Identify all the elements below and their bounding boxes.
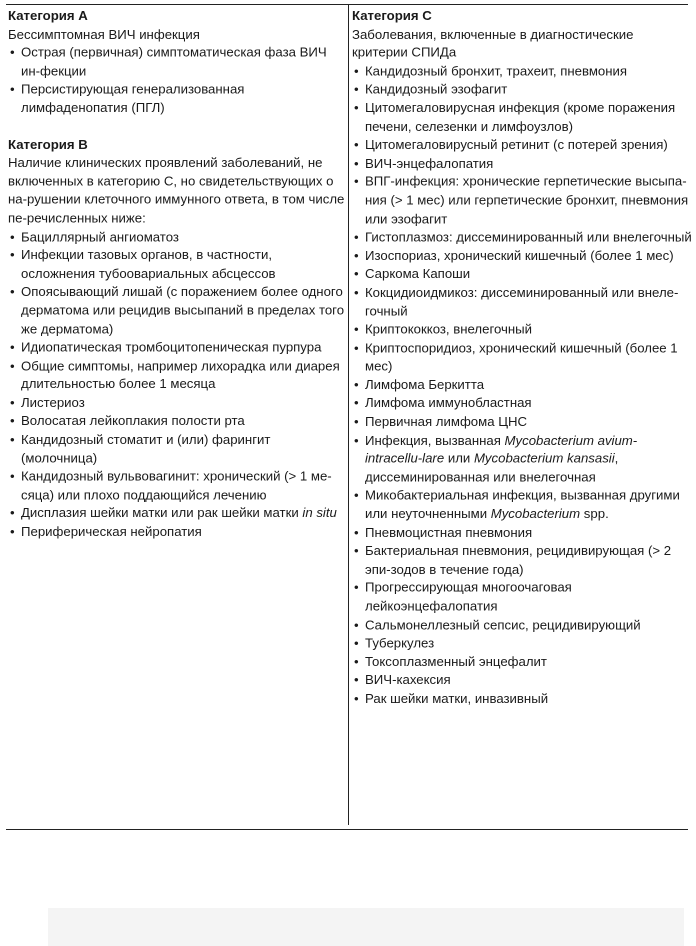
category-b-list bbox=[8, 228, 346, 542]
list-item: • Листериоз bbox=[8, 394, 346, 412]
column-right bbox=[348, 5, 692, 825]
list-item: • Токсоплазменный энцефалит bbox=[352, 653, 692, 671]
category-b-title: Категория В bbox=[8, 136, 88, 152]
list-item: • Кандидозный вульвовагинит: хронический (> 1 ме-сяца) или плохо поддающийся лечению bbox=[8, 468, 346, 505]
list-item: • Лимфома иммунобластная bbox=[352, 395, 692, 413]
list-item: • Опоясывающий лишай (с поражением более одного дерматома или рецидив высыпаний в пределах того же дерматома) bbox=[8, 283, 346, 338]
list-item: • ВИЧ-энцефалопатия bbox=[352, 155, 692, 173]
list-item: • Персистирующая генерализованная лимфаденопатия (ПГЛ) bbox=[8, 81, 346, 118]
list-item: • Общие симптомы, например лихорадка или диарея длительностью более 1 месяца bbox=[8, 357, 346, 394]
category-b-intro: Наличие клинических проявлений заболеваний, не включенных в категорию С, но свидетельствующих о на-рушении клеточного иммунного ответа, в том числе пе-речисленных ниже: bbox=[8, 155, 345, 226]
category-c-list bbox=[352, 62, 692, 708]
list-item: • Криптоспоридиоз, хронический кишечный (более 1 мес) bbox=[352, 339, 692, 376]
list-item: • Туберкулез bbox=[352, 635, 692, 653]
list-item: • Микобактериальная инфекция, вызванная другими или неуточненными Mycobacterium spp. bbox=[352, 487, 692, 524]
list-item: • Волосатая лейкоплакия полости рта bbox=[8, 412, 346, 430]
list-item: • Кандидозный бронхит, трахеит, пневмония bbox=[352, 62, 692, 80]
list-item: • Пневмоцистная пневмония bbox=[352, 524, 692, 542]
list-item: • Первичная лимфома ЦНС bbox=[352, 413, 692, 431]
list-item: • Инфекции тазовых органов, в частности, осложнения тубоовариальных абсцессов bbox=[8, 246, 346, 283]
list-item: • Сальмонеллезный сепсис, рецидивирующий bbox=[352, 616, 692, 634]
list-item: • Криптококкоз, внелегочный bbox=[352, 321, 692, 339]
list-item: • Кандидозный эзофагит bbox=[352, 81, 692, 99]
list-item: • Прогрессирующая многоочаговая лейкоэнцефалопатия bbox=[352, 579, 692, 616]
list-item: • Лимфома Беркитта bbox=[352, 376, 692, 394]
list-item: • Кандидозный стоматит и (или) фарингит (молочница) bbox=[8, 431, 346, 468]
category-a-title: Категория А bbox=[8, 7, 88, 23]
spacer bbox=[8, 118, 346, 136]
list-item: • Рак шейки матки, инвазивный bbox=[352, 690, 692, 708]
list-item: • Бактериальная пневмония, рецидивирующая (> 2 эпи-зодов в течение года) bbox=[352, 542, 692, 579]
category-a-subtitle: Бессимптомная ВИЧ инфекция bbox=[8, 26, 200, 42]
category-c-intro: Заболевания, включенные в диагностические критерии СПИДа bbox=[352, 26, 634, 60]
list-item: • ВИЧ-кахексия bbox=[352, 671, 692, 689]
list-item: • Цитомегаловирусная инфекция (кроме поражения печени, селезенки и лимфоузлов) bbox=[352, 99, 692, 136]
list-item: • Периферическая нейропатия bbox=[8, 523, 346, 541]
column-left bbox=[6, 5, 346, 825]
category-a-list bbox=[8, 44, 346, 118]
list-item: • ВПГ-инфекция: хронические герпетические высыпа-ния (> 1 мес) или герпетические бронхит, пневмония или эзофагит bbox=[352, 173, 692, 228]
list-item: • Саркома Капоши bbox=[352, 265, 692, 283]
footer-strip bbox=[48, 908, 684, 946]
list-item: • Изоспориаз, хронический кишечный (более 1 мес) bbox=[352, 247, 692, 265]
list-item: • Дисплазия шейки матки или рак шейки матки in situ bbox=[8, 505, 346, 523]
list-item: • Инфекция, вызванная Mycobacterium avium-intracellu-lare или Mycobacterium kansasii, диссеминированная или внелегочная bbox=[352, 432, 692, 487]
list-item: • Гистоплазмоз: диссеминированный или внелегочный bbox=[352, 228, 692, 246]
list-item: • Кокцидиоидмикоз: диссеминированный или внеле-гочный bbox=[352, 284, 692, 321]
list-item: • Идиопатическая тромбоцитопеническая пурпура bbox=[8, 339, 346, 357]
category-c-title: Категория С bbox=[352, 7, 432, 23]
list-item: • Бациллярный ангиоматоз bbox=[8, 228, 346, 246]
hiv-classification-table bbox=[6, 4, 692, 830]
list-item: • Цитомегаловирусный ретинит (с потерей зрения) bbox=[352, 136, 692, 154]
list-item: • Острая (первичная) симптоматическая фаза ВИЧ ин-фекции bbox=[8, 44, 346, 81]
